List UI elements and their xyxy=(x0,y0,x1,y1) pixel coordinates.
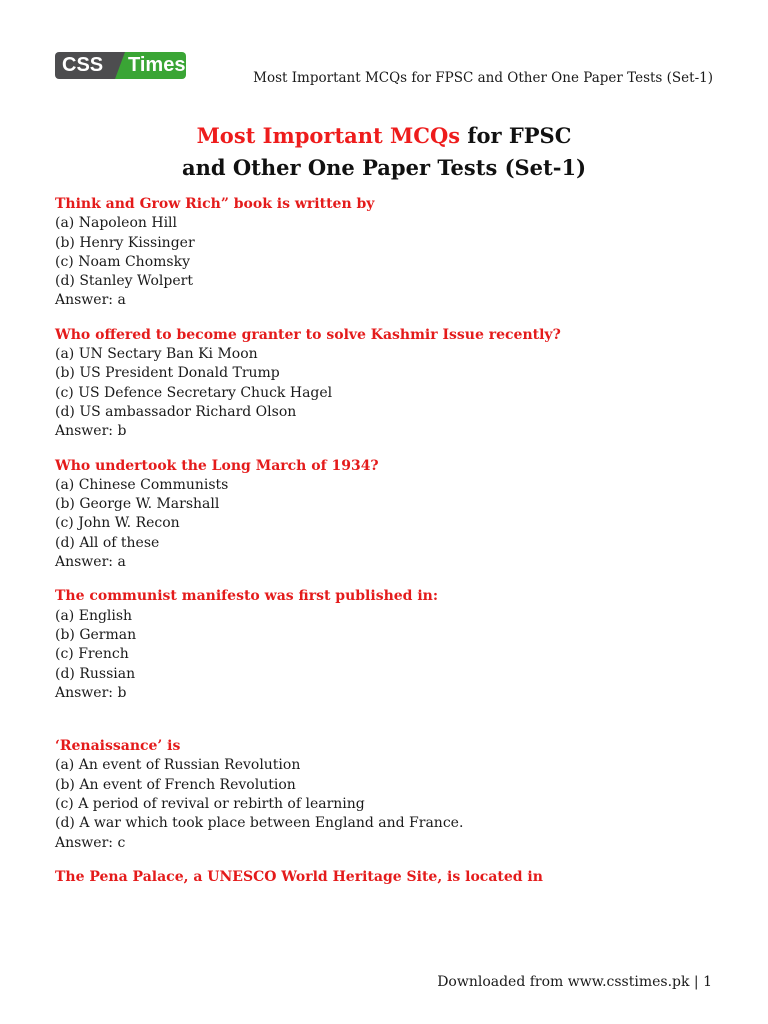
csstimes-logo xyxy=(55,52,186,79)
mcq-list xyxy=(55,195,715,902)
page-footer: Downloaded from www.csstimes.pk | 1 xyxy=(437,974,712,990)
answer-text: Answer: b xyxy=(55,684,127,701)
document-title xyxy=(0,120,768,184)
option-d: (d) A war which took place between England and France. xyxy=(55,815,464,832)
logo-slash-shape xyxy=(115,52,125,79)
question-text: Think and Grow Rich” book is written by xyxy=(55,196,375,212)
answer-text: Answer: c xyxy=(55,834,126,851)
answer-text: Answer: a xyxy=(55,292,126,309)
question-text: Who offered to become granter to solve Kashmir Issue recently? xyxy=(55,326,561,343)
title-black-part: for FPSC xyxy=(460,123,572,148)
mcq-item xyxy=(55,737,715,853)
option-c: (c) Noam Chomsky xyxy=(55,253,190,270)
header-title: Most Important MCQs for FPSC and Other One Paper Tests (Set-1) xyxy=(253,70,713,86)
option-c: (c) French xyxy=(55,646,129,663)
option-b: (b) Henry Kissinger xyxy=(55,234,195,251)
option-a: (a) An event of Russian Revolution xyxy=(55,757,301,774)
option-d: (d) Russian xyxy=(55,665,136,682)
logo-css-text: CSS xyxy=(55,52,115,79)
option-b: (b) An event of French Revolution xyxy=(55,776,296,793)
mcq-item xyxy=(55,195,715,311)
option-a: (a) English xyxy=(55,607,133,624)
option-d: (d) Stanley Wolpert xyxy=(55,273,193,290)
option-a: (a) Napoleon Hill xyxy=(55,215,178,232)
option-b: (b) George W. Marshall xyxy=(55,496,220,513)
question-text: The Pena Palace, a UNESCO World Heritage Site, is located in xyxy=(55,868,543,885)
mcq-item xyxy=(55,326,715,442)
logo-times-text: Times xyxy=(125,52,186,79)
question-text: Who undertook the Long March of 1934? xyxy=(55,457,379,474)
mcq-item xyxy=(55,868,715,887)
option-a: (a) Chinese Communists xyxy=(55,476,229,493)
option-d: (d) All of these xyxy=(55,534,160,551)
answer-text: Answer: b xyxy=(55,423,127,440)
title-red-part: Most Important MCQs xyxy=(196,123,461,148)
option-c: (c) US Defence Secretary Chuck Hagel xyxy=(55,384,333,401)
document-title-line2: and Other One Paper Tests (Set-1) xyxy=(181,155,586,180)
option-c: (c) A period of revival or rebirth of learning xyxy=(55,796,365,813)
option-b: (b) German xyxy=(55,626,137,643)
option-c: (c) John W. Recon xyxy=(55,515,180,532)
document-title-line1 xyxy=(0,120,768,152)
option-d: (d) US ambassador Richard Olson xyxy=(55,403,297,420)
mcq-item xyxy=(55,457,715,573)
answer-text: Answer: a xyxy=(55,554,126,571)
question-text: ‘Renaissance’ is xyxy=(55,738,181,755)
mcq-item xyxy=(55,587,715,703)
option-b: (b) US President Donald Trump xyxy=(55,365,280,382)
question-text: The communist manifesto was first published in: xyxy=(55,588,438,605)
option-a: (a) UN Sectary Ban Ki Moon xyxy=(55,346,258,363)
